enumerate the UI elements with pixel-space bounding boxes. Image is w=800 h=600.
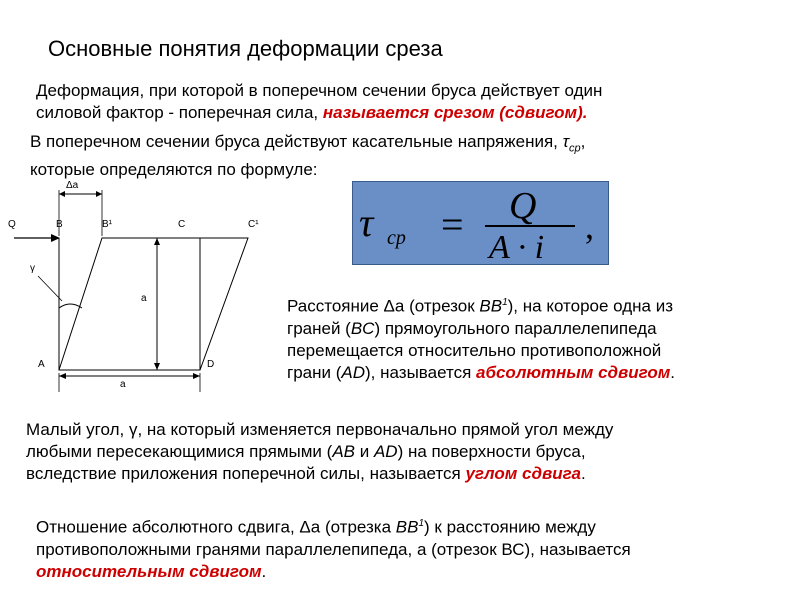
segment-bc: BC xyxy=(350,318,375,338)
tau-subscript: ср xyxy=(568,142,581,155)
text: . xyxy=(580,464,586,483)
definition-line-1: Деформация, при которой в поперечном сечении бруса действует один xyxy=(36,81,603,100)
segment-ab: AB xyxy=(332,442,356,461)
relative-shift-line-3 xyxy=(36,561,631,583)
text: граней ( xyxy=(287,318,351,338)
text: a xyxy=(394,296,405,316)
shear-angle-line-3 xyxy=(26,463,613,485)
width-arrow-left xyxy=(59,373,66,379)
label-q: Q xyxy=(8,219,16,230)
height-arrow-top xyxy=(154,238,160,245)
label-b1: B¹ xyxy=(102,219,112,230)
gamma-arc xyxy=(59,304,82,308)
shear-definition-highlight: называется срезом (сдвигом). xyxy=(322,103,588,122)
label-c1: C¹ xyxy=(248,219,259,230)
text: грани ( xyxy=(287,362,342,382)
superscript: 1 xyxy=(418,518,425,529)
relative-shift-highlight: относительным сдвигом xyxy=(36,561,262,581)
text: ) на поверхности бруса, xyxy=(397,442,586,461)
tau-symbol: τ xyxy=(562,132,569,151)
deformed-parallelogram xyxy=(59,238,248,370)
absolute-shift-line-1 xyxy=(287,292,675,318)
formula-subscript: ср xyxy=(387,227,406,249)
relative-shift-line-1 xyxy=(36,513,631,539)
shear-diagram xyxy=(0,170,290,400)
definition-line-2 xyxy=(36,102,602,124)
height-arrow-bottom xyxy=(154,363,160,370)
text: ) к расстоянию между xyxy=(424,517,596,537)
text: . xyxy=(261,561,267,581)
label-a-corner: A xyxy=(38,359,45,370)
shear-angle-line-1: Малый угол, γ, на который изменяется первоначально прямой угол между xyxy=(26,420,614,439)
gamma-leader xyxy=(38,276,62,301)
stress-text: В поперечном сечении бруса действуют касательные напряжения, xyxy=(30,132,563,151)
absolute-shift-paragraph xyxy=(287,292,675,384)
text: Отношение абсолютного сдвига, xyxy=(36,517,300,537)
absolute-shift-line-2 xyxy=(287,318,675,340)
delta-a-arrow-left xyxy=(59,191,65,197)
delta-symbol: Δ xyxy=(383,296,395,316)
segment-bb1: BB xyxy=(479,296,503,316)
text: . xyxy=(670,362,676,382)
absolute-shift-line-3: перемещается относительно противоположной xyxy=(287,340,662,360)
stress-line-1 xyxy=(30,131,585,159)
segment-bb1: BB xyxy=(395,517,419,537)
formula-denominator: A · i xyxy=(489,229,545,264)
height-label: a xyxy=(141,293,147,304)
text: любыми пересекающимися прямыми ( xyxy=(26,442,333,461)
text: Расстояние xyxy=(287,296,384,316)
text: ), на которое одна из xyxy=(507,296,674,316)
text: (отрезка xyxy=(320,517,396,537)
stress-comma: , xyxy=(580,132,586,151)
delta-a-label: Δa xyxy=(66,180,79,191)
superscript: 1 xyxy=(502,297,508,308)
slide-title: Основные понятия деформации среза xyxy=(48,36,443,61)
text: ), называется xyxy=(365,362,476,382)
text: и xyxy=(355,442,374,461)
label-c: C xyxy=(178,219,186,230)
gamma-label: γ xyxy=(30,263,35,274)
definition-text: силовой фактор - поперечная сила, xyxy=(36,103,323,122)
formula-tau: τ xyxy=(359,200,374,245)
absolute-shift-highlight: абсолютным сдвигом xyxy=(476,362,671,382)
text: вследствие приложения поперечной силы, называется xyxy=(26,464,466,483)
shear-angle-paragraph xyxy=(26,419,613,485)
formula-graphic xyxy=(353,182,608,264)
absolute-shift-line-4 xyxy=(287,362,675,384)
relative-shift-line-2: противоположными гранями параллелепипеда, а (отрезок ВС), называется xyxy=(36,539,631,559)
text: a xyxy=(310,517,321,537)
segment-ad: AD xyxy=(373,442,398,461)
width-label: a xyxy=(120,379,126,390)
formula-comma: , xyxy=(585,206,594,246)
definition-paragraph xyxy=(36,80,602,124)
formula-numerator: Q xyxy=(509,185,537,227)
formula-equals: = xyxy=(441,202,464,247)
text: (отрезок xyxy=(404,296,480,316)
label-d: D xyxy=(207,359,215,370)
shear-angle-line-2 xyxy=(26,441,613,463)
delta-symbol: Δ xyxy=(299,517,311,537)
formula-box xyxy=(352,181,609,265)
shear-angle-highlight: углом сдвига xyxy=(465,464,581,483)
segment-ad: AD xyxy=(341,362,366,382)
width-arrow-right xyxy=(193,373,200,379)
relative-shift-paragraph xyxy=(36,513,631,583)
delta-a-arrow-right xyxy=(96,191,102,197)
label-b: B xyxy=(56,219,63,230)
stress-line-2: которые определяются по формуле: xyxy=(30,160,318,180)
text: ) прямоугольного параллелепипеда xyxy=(374,318,657,338)
